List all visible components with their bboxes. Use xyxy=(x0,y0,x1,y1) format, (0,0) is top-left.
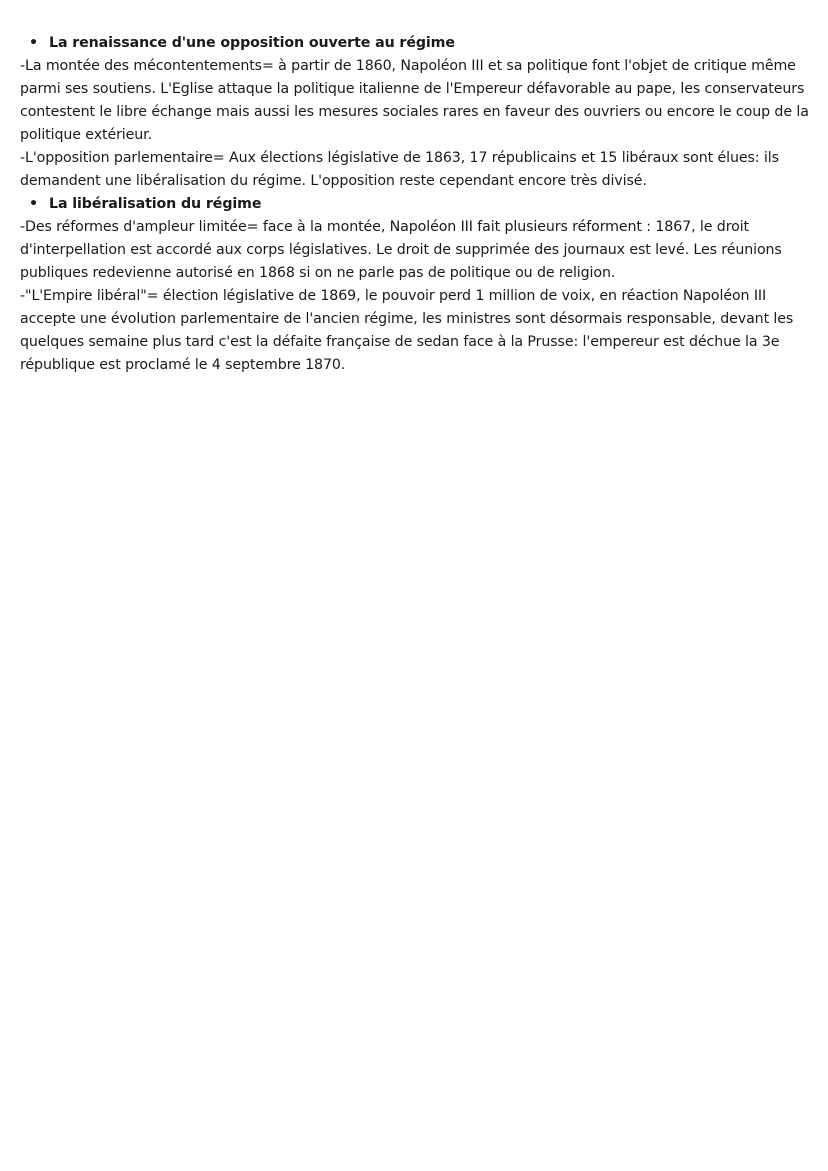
section-heading xyxy=(20,193,810,216)
section-liberalisation xyxy=(20,193,810,377)
section-opposition xyxy=(20,32,810,193)
paragraph: -"L'Empire libéral"= élection législative de 1869, le pouvoir perd 1 million de voix, en réaction Napoléon III accepte une évolution parlementaire de l'ancien régime, les ministres sont désormais responsable, devant les quelques semaine plus tard c'est la défaite française de sedan face à la Prusse: l'empereur est déchue la 3e république est proclamé le 4 septembre 1870. xyxy=(20,288,794,373)
bullet-icon: • xyxy=(29,35,38,51)
document-page xyxy=(20,32,810,377)
paragraph: -La montée des mécontentements= à partir de 1860, Napoléon III et sa politique font l'objet de critique même parmi ses soutiens. L'Eglise attaque la politique italienne de l'Empereur défavorable au pape, les conservateurs contestent le libre échange mais aussi les mesures sociales rares en faveur des ouvriers ou encore le coup de la politique extérieur. xyxy=(20,58,809,143)
paragraph: -Des réformes d'ampleur limitée= face à la montée, Napoléon III fait plusieurs réforment : 1867, le droit d'interpellation est accordé aux corps législatives. Le droit de supprimée des journaux est levé. Les réunions publiques redevienne autorisé en 1868 si on ne parle pas de politique ou de religion. xyxy=(20,219,782,281)
paragraph: -L'opposition parlementaire= Aux élections législative de 1863, 17 républicains et 15 libéraux sont élues: ils demandent une libéralisation du régime. L'opposition reste cependant encore très divisé. xyxy=(20,150,779,189)
section-heading xyxy=(20,32,810,55)
section-heading-text: La renaissance d'une opposition ouverte au régime xyxy=(49,35,455,51)
bullet-icon: • xyxy=(29,196,38,212)
section-heading-text: La libéralisation du régime xyxy=(49,196,262,212)
